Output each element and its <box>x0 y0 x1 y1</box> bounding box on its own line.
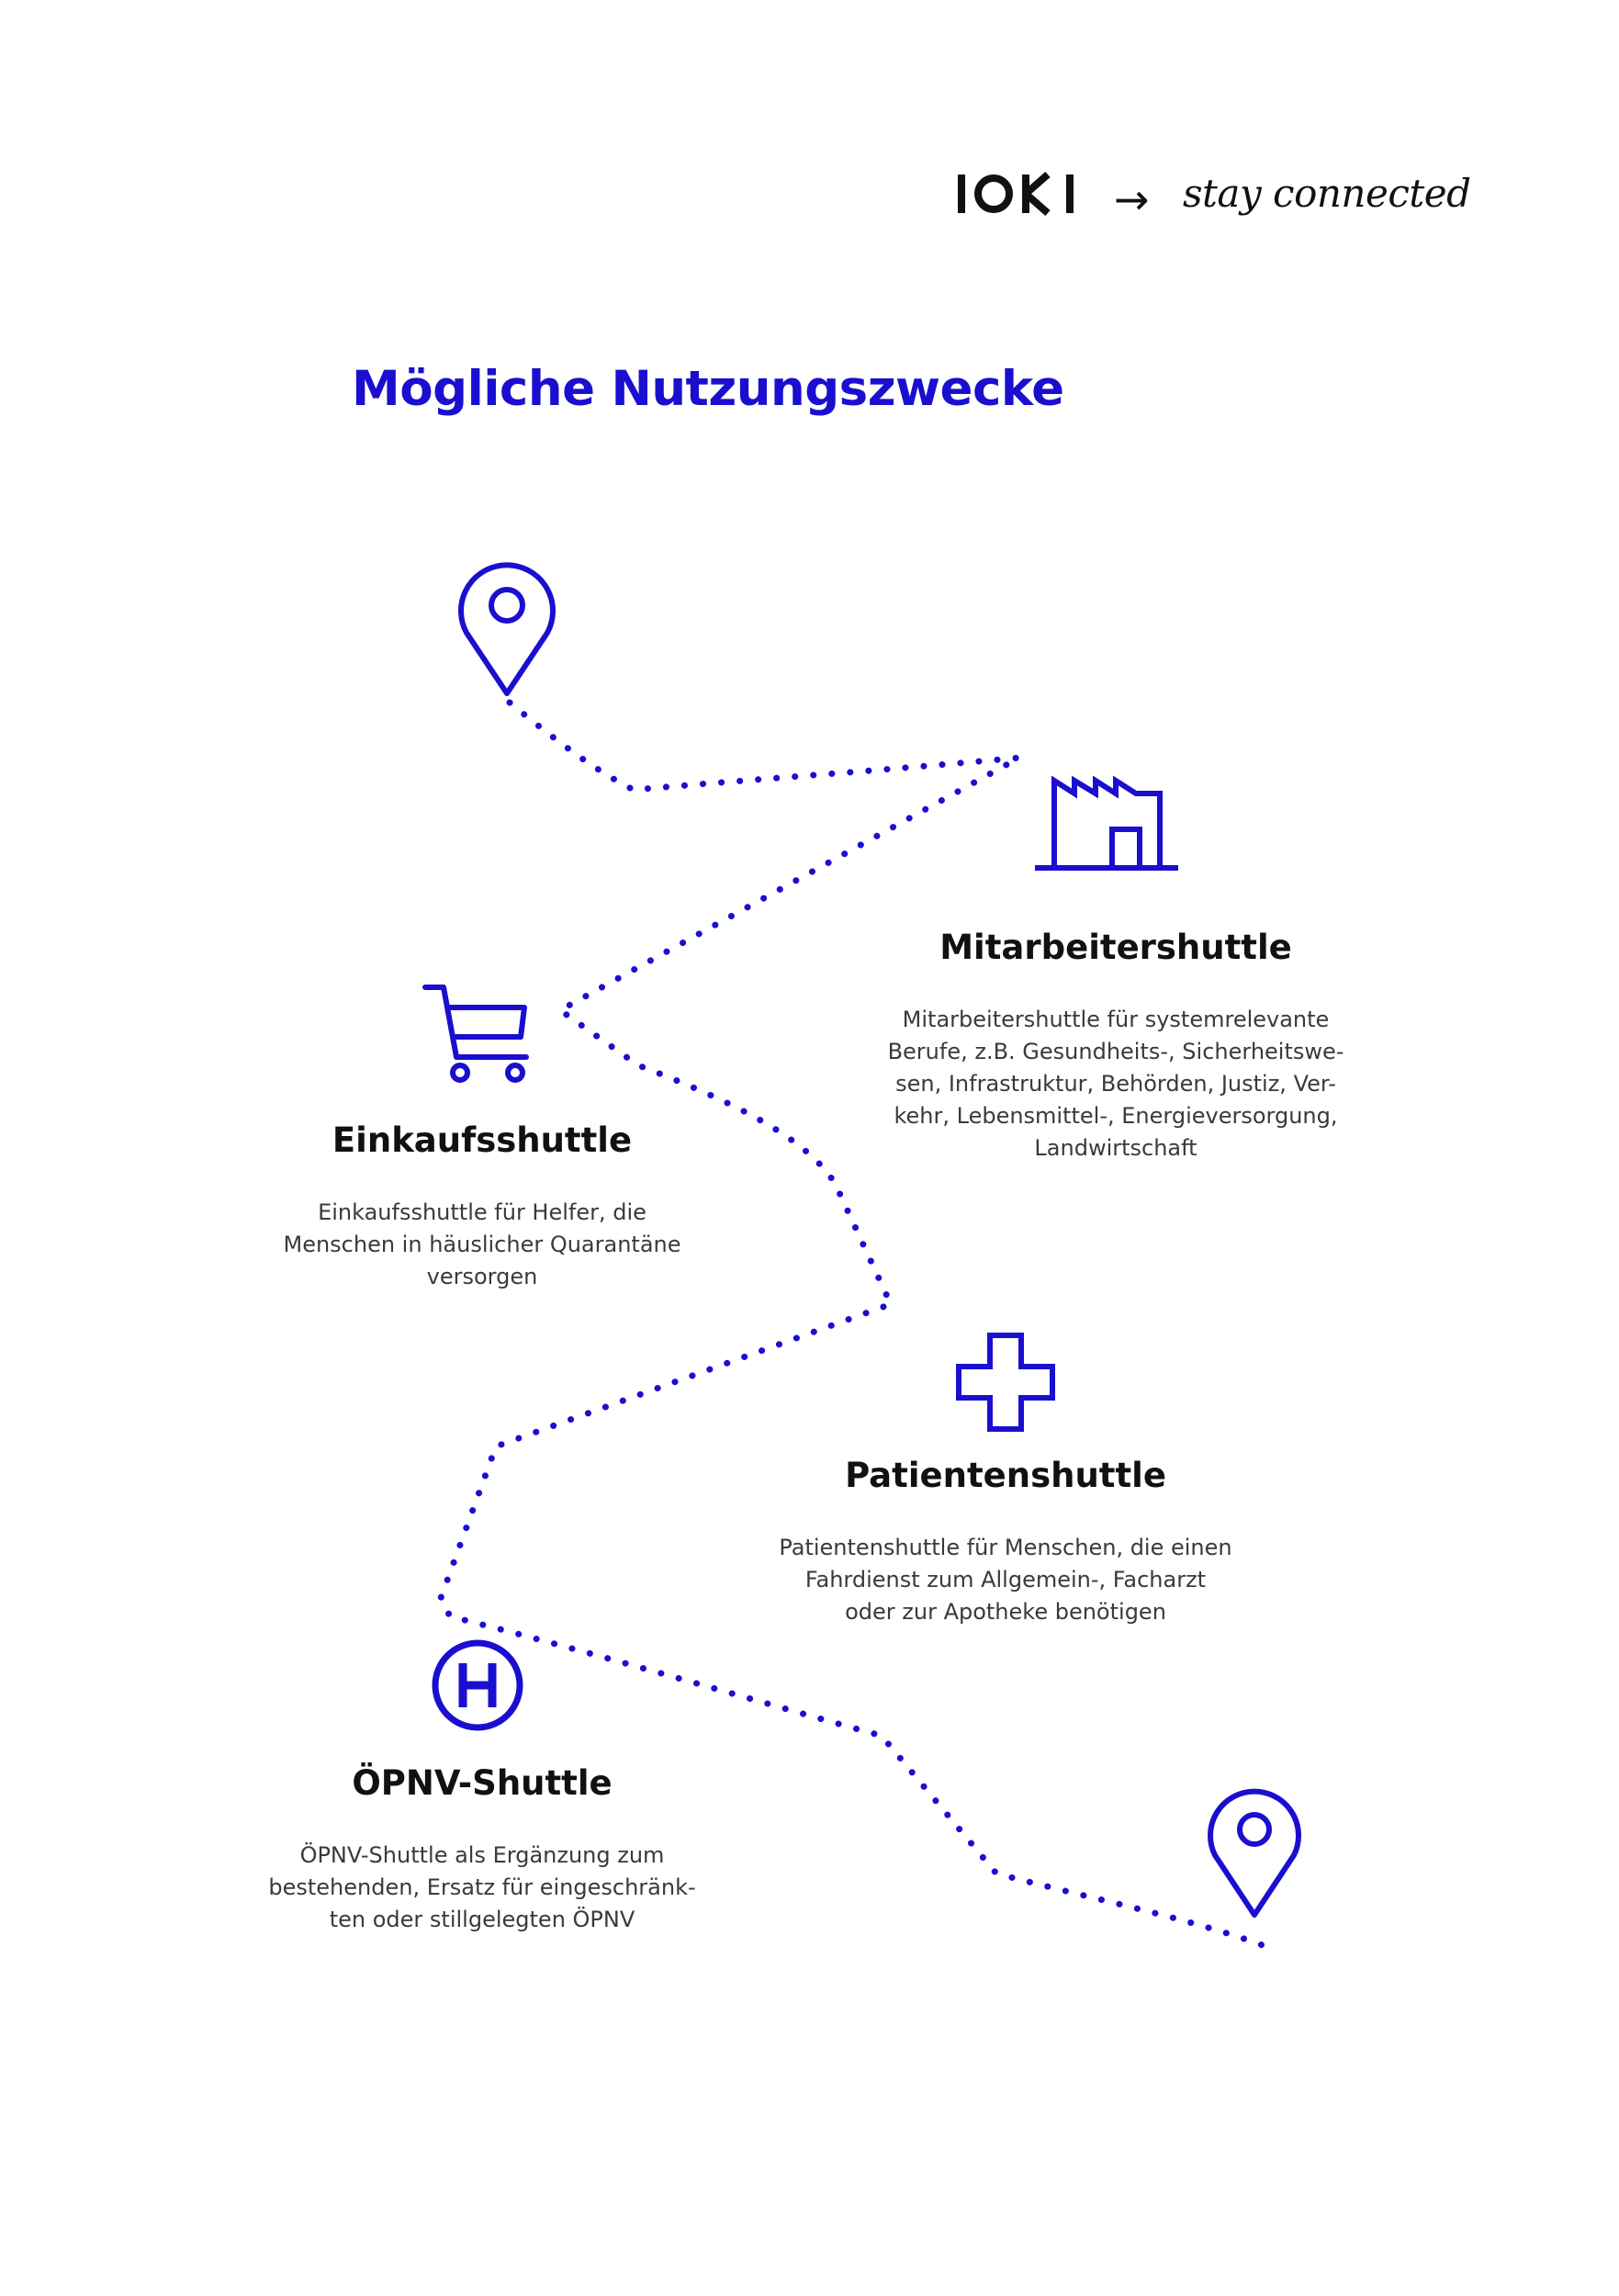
page-title: Mögliche Nutzungszwecke <box>352 361 1064 417</box>
patient-shuttle-block <box>753 1456 1258 1628</box>
shopping-shuttle-description <box>239 1197 725 1293</box>
public-transport-shuttle-block <box>230 1763 735 1936</box>
description-line: sen, Infrastruktur, Behörden, Justiz, Ver- <box>895 1071 1336 1097</box>
description-line: ten oder stillgelegten ÖPNV <box>329 1907 635 1932</box>
shopping-shuttle-block <box>239 1120 725 1293</box>
description-line: Mitarbeitershuttle für systemrelevante <box>902 1007 1330 1032</box>
shopping-shuttle-title: Einkaufsshuttle <box>332 1120 633 1160</box>
description-line: Landwirtschaft <box>1034 1135 1197 1161</box>
description-line: bestehenden, Ersatz für eingeschränk- <box>268 1874 696 1900</box>
patient-shuttle-description <box>753 1532 1258 1628</box>
shopping-cart-icon <box>418 978 537 1084</box>
patient-shuttle-title: Patientenshuttle <box>845 1456 1166 1495</box>
employee-shuttle-block <box>863 928 1368 1165</box>
description-line: Patientenshuttle für Menschen, die einen <box>779 1535 1232 1560</box>
location-pin-icon <box>455 556 558 703</box>
description-line: Einkaufsshuttle für Helfer, die <box>318 1199 646 1225</box>
public-transport-shuttle-title: ÖPNV-Shuttle <box>352 1763 613 1803</box>
employee-shuttle-description <box>863 1004 1368 1165</box>
bus-stop-h-icon <box>431 1638 524 1732</box>
employee-shuttle-title: Mitarbeitershuttle <box>939 928 1292 967</box>
description-line: kehr, Lebensmittel-, Energieversorgung, <box>894 1103 1338 1129</box>
location-pin-icon <box>1205 1782 1304 1924</box>
public-transport-shuttle-description <box>230 1840 735 1936</box>
factory-icon <box>1033 771 1180 877</box>
medical-cross-icon <box>955 1332 1056 1433</box>
ioki-logo <box>950 165 1471 239</box>
description-line: Menschen in häuslicher Quarantäne <box>283 1232 681 1257</box>
description-line: versorgen <box>426 1264 538 1289</box>
description-line: Fahrdienst zum Allgemein-, Facharzt <box>804 1567 1207 1593</box>
description-line: ÖPNV-Shuttle als Ergänzung zum <box>299 1842 665 1868</box>
description-line: Berufe, z.B. Gesundheits-, Sicherheitswe- <box>887 1039 1344 1064</box>
description-line: oder zur Apotheke benötigen <box>845 1599 1166 1625</box>
ioki-wordmark <box>950 165 1088 239</box>
logo-arrow: → <box>1114 174 1150 224</box>
logo-tagline: stay connected <box>1183 171 1471 216</box>
